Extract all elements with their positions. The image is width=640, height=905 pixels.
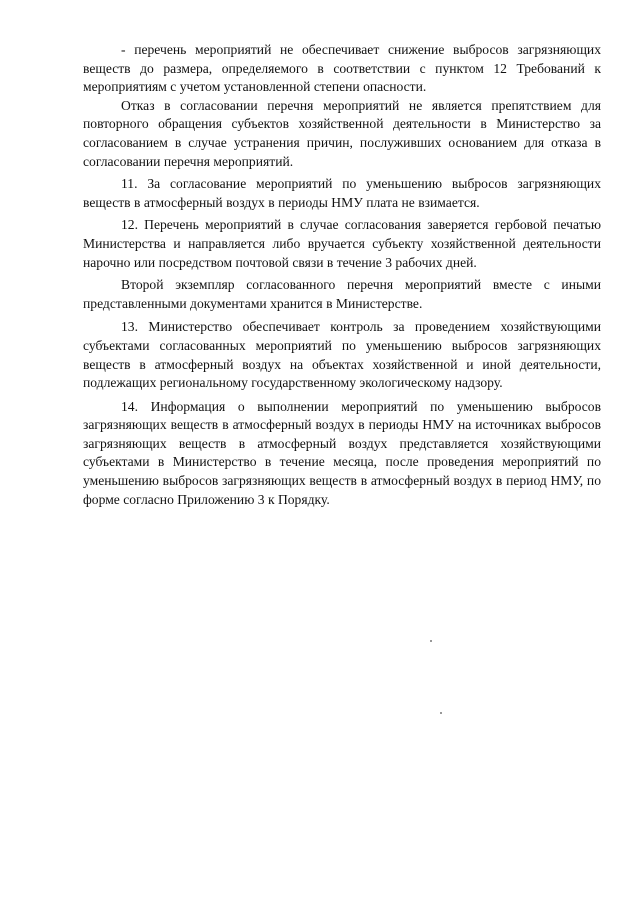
paragraph-14-reporting: 14. Информация о выполнении мероприятий по уменьшению выбросов загрязняющих веществ в атмосферный воздух в периоды НМУ на источниках выбросов загрязняющих веществ в атмосферный воздух представляется хозяйствующими субъектами в Министерство в течение месяца, после проведения мероприятий по уменьшению выбросов загрязняющих веществ в атмосферный воздух в период НМУ, по форме согласно Приложению 3 к Порядку. [83, 398, 601, 507]
paragraph-second-copy-stored: Второй экземпляр согласованного перечня мероприятий вместе с иными представленными документами хранится в Министерстве. [83, 277, 601, 311]
scan-speck [440, 712, 442, 714]
scan-speck [430, 640, 432, 642]
paragraph-13-control: 13. Министерство обеспечивает контроль за проведением хозяйствующими субъектами согласованных мероприятий по уменьшению выбросов загрязняющих веществ в атмосферный воздух на объектах хозяйственной и иной деятельности, подлежащих региональному государственному экологическому надзору. [83, 319, 601, 391]
paragraph-11-no-fee: 11. За согласование мероприятий по уменьшению выбросов загрязняющих веществ в атмосферный воздух в периоды НМУ плата не взимается. [83, 176, 601, 210]
paragraph-list-item-not-ensuring-reduction: - перечень мероприятий не обеспечивает снижение выбросов загрязняющих веществ до размера, определяемого в соответствии с пунктом 12 Требований к мероприятиям с учетом установленной степени опасности. [83, 42, 601, 95]
document-body [83, 41, 601, 509]
paragraph-12-certification: 12. Перечень мероприятий в случае согласования заверяется гербовой печатью Министерства и направляется либо вручается субъекту хозяйственной деятельности нарочно или посредством почтовой связи в течение 3 рабочих дней. [83, 217, 601, 270]
paragraph-refusal-not-obstacle: Отказ в согласовании перечня мероприятий не является препятствием для повторного обращения субъектов хозяйственной деятельности в Министерство за согласованием в случае устранения причин, послуживших основанием для отказа в согласовании перечня мероприятий. [83, 97, 601, 169]
